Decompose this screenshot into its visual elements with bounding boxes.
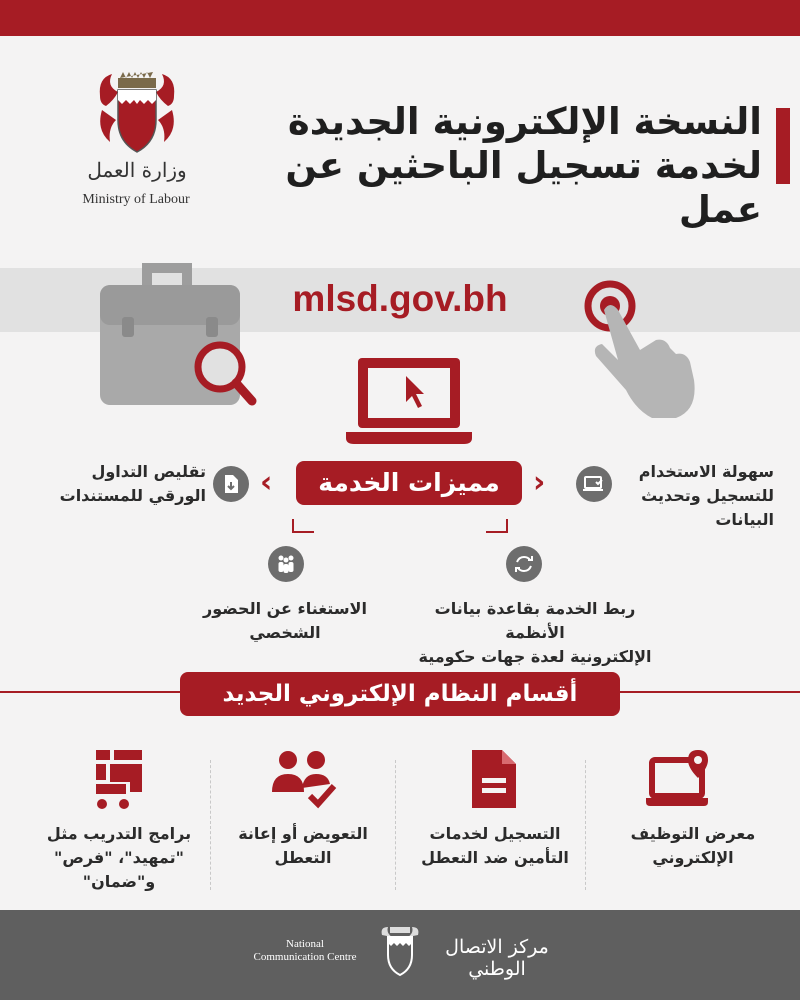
footer-ncc-english: National Communication Centre [253, 938, 357, 963]
divider [585, 760, 586, 890]
document-download-icon [213, 466, 249, 502]
feature-no-attendance: الاستغناء عن الحضور الشخصي [203, 599, 367, 642]
people-icon [268, 546, 304, 582]
top-bar [0, 0, 800, 36]
website-url[interactable]: mlsd.gov.bh [292, 278, 508, 319]
footer-ncc-arabic: مركز الاتصال الوطني [445, 936, 549, 980]
section-job-fair: معرض التوظيف الإلكتروني [630, 824, 756, 867]
ministry-name-english: Ministry of Labour [82, 192, 190, 207]
section-training-programs: برامج التدريب مثل "تمهيد"، "فرص" و"ضمان" [46, 824, 192, 891]
feature-ease-of-use: سهولة الاستخدام للتسجيل وتحديث البيانات [638, 462, 774, 529]
laptop-location-icon [644, 748, 716, 810]
laptop-check-icon [576, 466, 612, 502]
section-compensation: التعويض أو إعانة التعطل [238, 824, 368, 867]
bahrain-emblem-icon [96, 70, 178, 156]
title-accent-bar [776, 108, 790, 184]
document-icon [458, 748, 530, 810]
divider [210, 760, 211, 890]
pointing-hand-icon [566, 270, 706, 420]
page-title-line2: لخدمة تسجيل الباحثين عن عمل [285, 144, 762, 231]
chevron-left-icon: ‹ [260, 465, 273, 500]
people-check-icon [268, 748, 340, 810]
section-unemployment-insurance: التسجيل لخدمات التأمين ضد التعطل [421, 824, 569, 867]
chevron-right-icon: › [533, 465, 546, 500]
training-icon [84, 748, 156, 810]
laptop-cursor-icon [344, 354, 474, 448]
sync-icon [506, 546, 542, 582]
page-title-line1: النسخة الإلكترونية الجديدة [287, 100, 762, 143]
footer-emblem-icon [380, 925, 420, 977]
bracket-right [486, 519, 508, 533]
briefcase-search-icon [92, 255, 262, 415]
bracket-left [292, 519, 314, 533]
feature-database-link: ربط الخدمة بقاعدة بيانات الأنظمة الإلكترونية لعدة جهات حكومية [418, 599, 652, 666]
sections-title: أقسام النظام الإلكتروني الجديد [180, 672, 620, 716]
features-title: مميزات الخدمة [296, 461, 522, 505]
ministry-name-arabic: وزارة العمل [87, 158, 187, 182]
divider [395, 760, 396, 890]
feature-reduce-paper: تقليص التداول الورقي للمستندات [59, 462, 206, 505]
